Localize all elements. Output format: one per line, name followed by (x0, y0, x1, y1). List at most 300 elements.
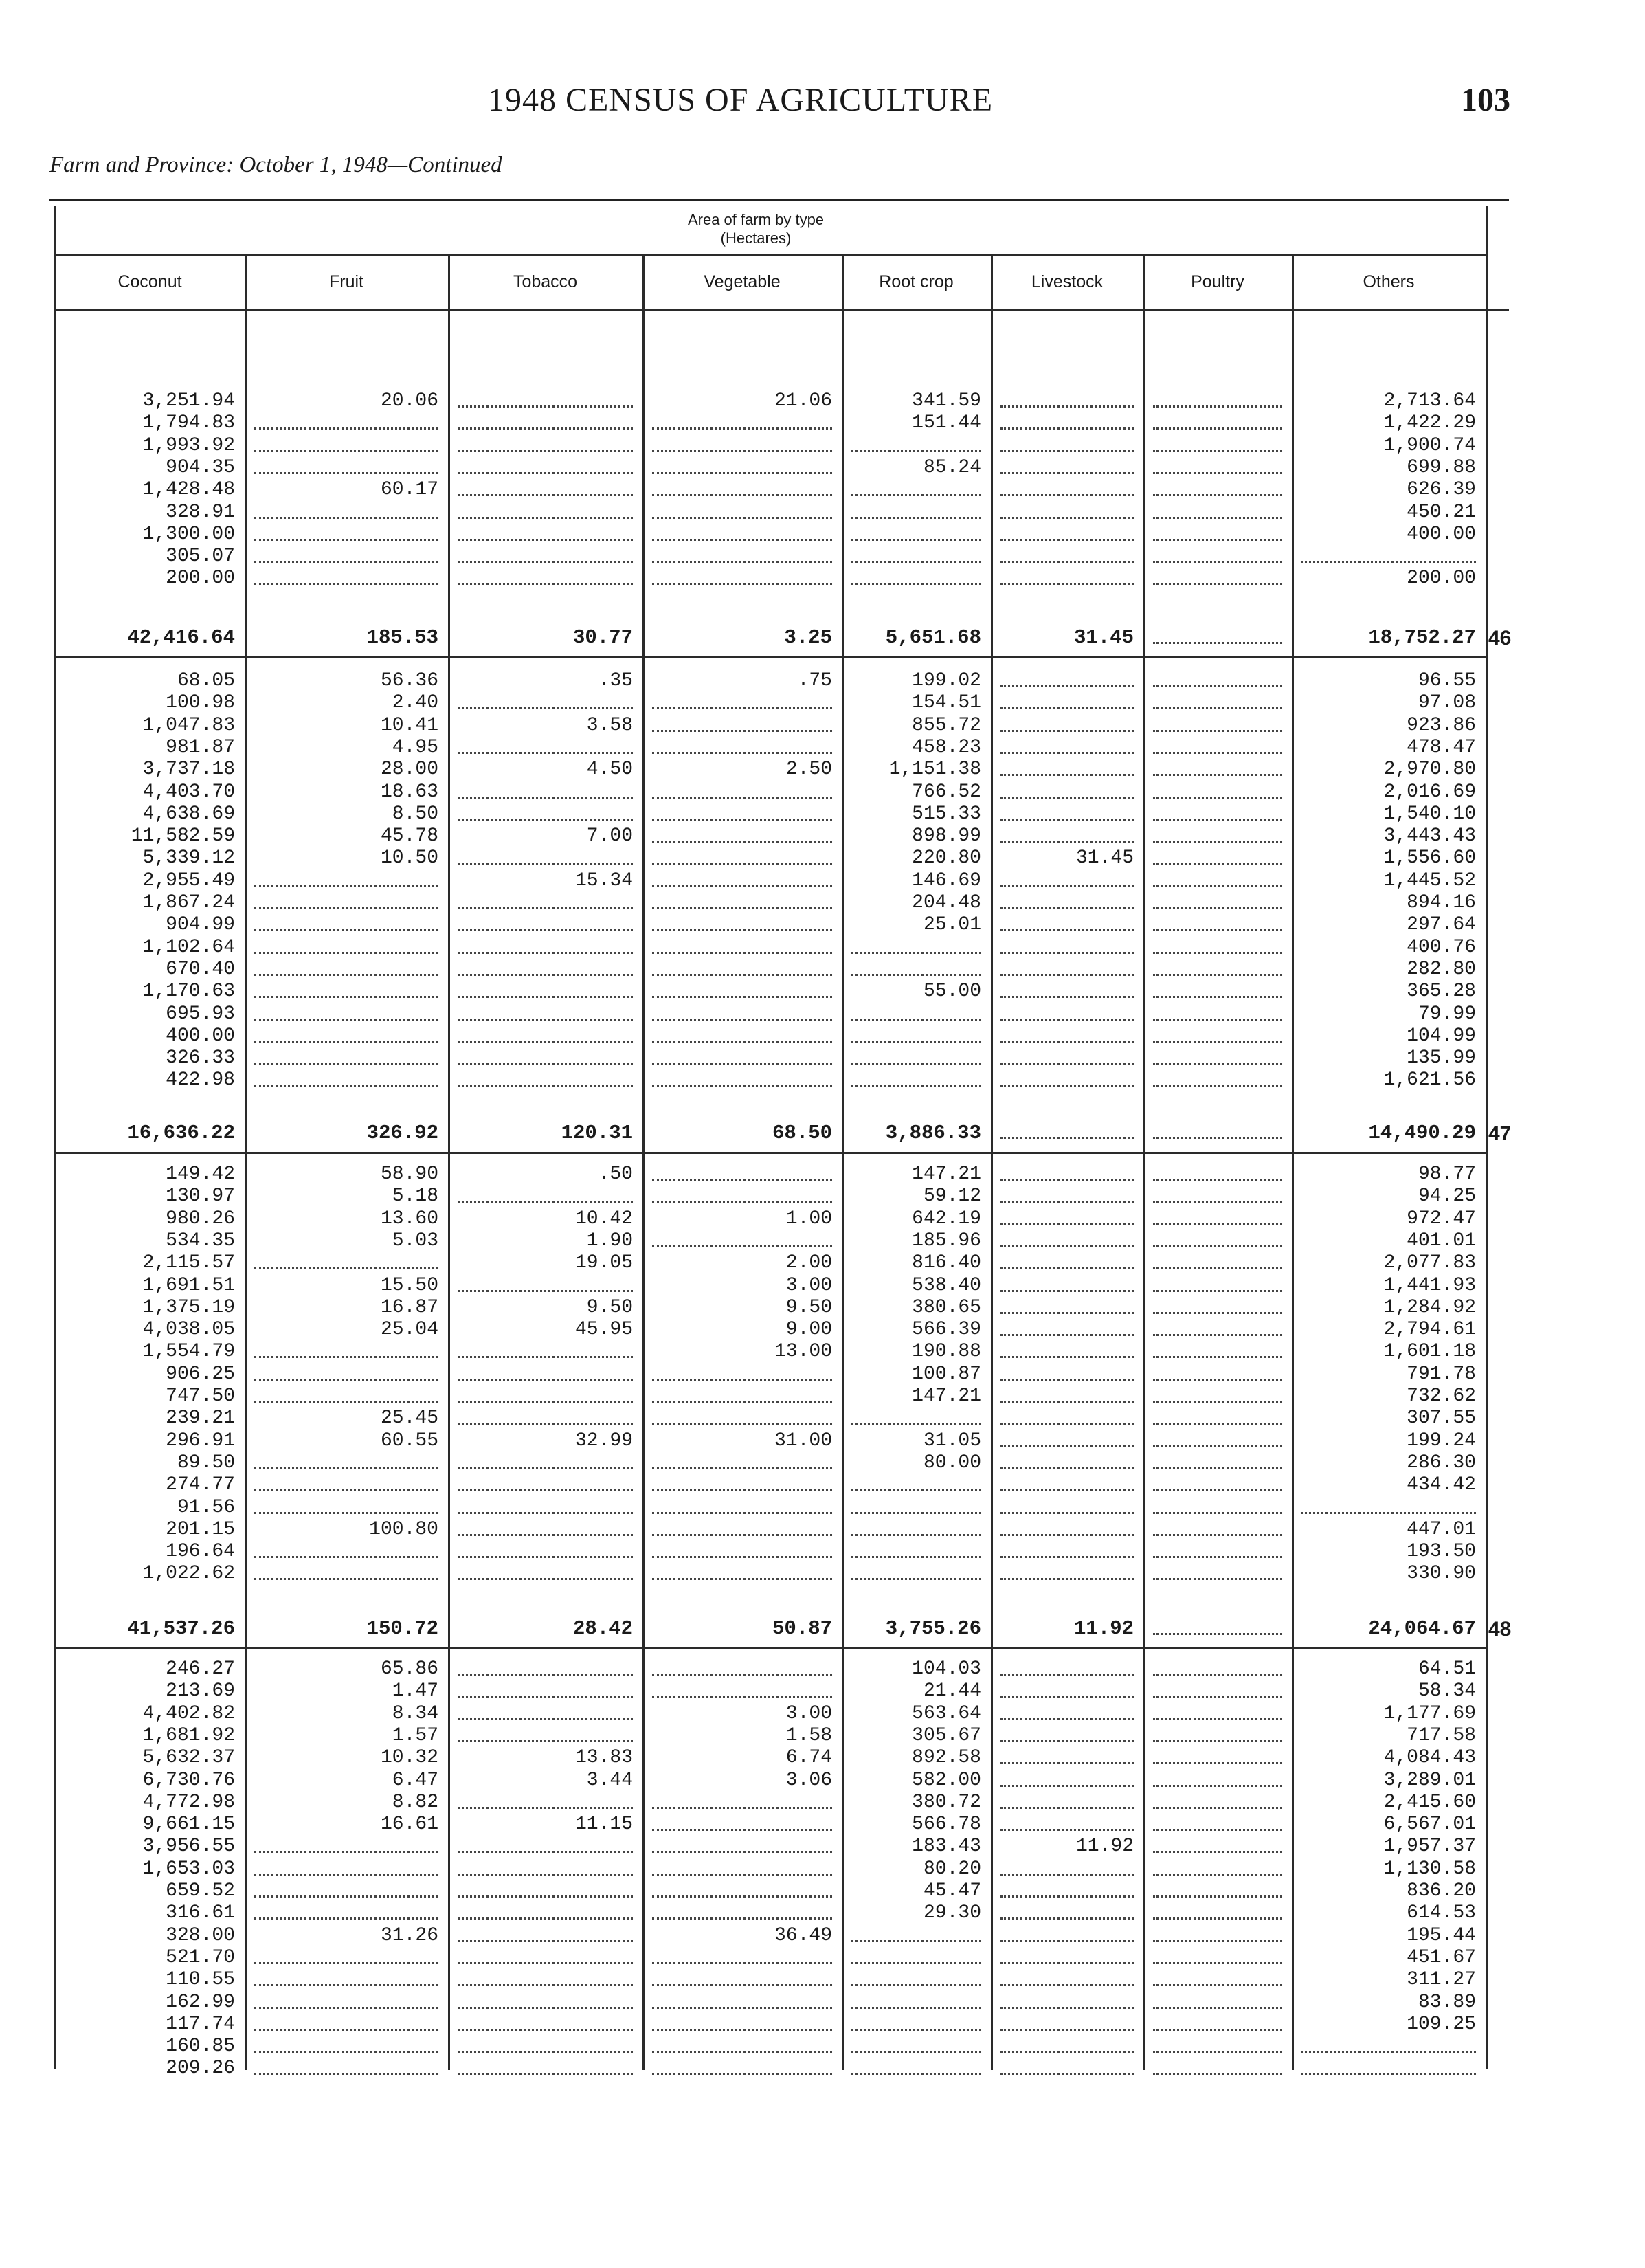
empty-cell-leader (1000, 517, 1134, 519)
empty-cell-leader (1000, 1740, 1134, 1742)
empty-cell-leader (1153, 1423, 1282, 1425)
table-cell: 59.12 (923, 1186, 981, 1208)
table-cell: 220.80 (912, 847, 981, 869)
table-cell: 1,428.48 (142, 479, 235, 501)
table-cell: 3.58 (586, 714, 633, 736)
empty-cell-leader (254, 517, 438, 519)
empty-cell-leader (1153, 1334, 1282, 1336)
table-cell: 109.25 (1407, 2013, 1476, 2035)
empty-cell-leader (1000, 1785, 1134, 1787)
table-cell: 1,867.24 (142, 892, 235, 913)
empty-cell-leader (458, 450, 633, 452)
total-cell: 11.92 (1073, 1617, 1134, 1640)
table-cell: 56.36 (380, 670, 438, 691)
empty-cell-leader (1000, 1467, 1134, 1469)
empty-cell-leader (458, 1356, 633, 1358)
table-cell: 6,567.01 (1383, 1814, 1476, 1836)
table-cell: .75 (797, 670, 832, 691)
table-cell: 1,540.10 (1383, 803, 1476, 825)
empty-cell-leader (851, 2051, 981, 2053)
table-cell: 31.00 (774, 1430, 832, 1452)
column-header: Coconut (118, 272, 182, 291)
table-cell: 1,653.03 (142, 1858, 235, 1880)
empty-cell-leader (458, 1807, 633, 1809)
empty-cell-leader (1153, 450, 1282, 452)
empty-cell-leader (652, 1807, 832, 1809)
table-cell: 447.01 (1407, 1518, 1476, 1540)
empty-cell-leader (1153, 2051, 1282, 2053)
empty-cell-leader (1000, 1223, 1134, 1225)
table-cell: 478.47 (1407, 736, 1476, 758)
table-cell: 117.74 (166, 2013, 235, 2035)
table-cell: 699.88 (1407, 456, 1476, 478)
empty-cell-leader (652, 1984, 832, 1986)
group-separator (55, 656, 1486, 658)
table-cell: 13.60 (380, 1208, 438, 1230)
empty-cell-leader (851, 1085, 981, 1087)
empty-cell-leader (458, 1290, 633, 1292)
table-cell: 1,130.58 (1383, 1858, 1476, 1880)
empty-cell-leader (1000, 1290, 1134, 1292)
empty-cell-leader (1153, 1245, 1282, 1247)
empty-total-leader (1000, 1137, 1134, 1139)
table-cell: 1.00 (785, 1208, 832, 1230)
table-cell: 2,016.69 (1383, 781, 1476, 803)
empty-cell-leader (458, 1578, 633, 1580)
empty-cell-leader (851, 494, 981, 496)
table-cell: 209.26 (166, 2058, 235, 2080)
empty-cell-leader (652, 1512, 832, 1514)
empty-cell-leader (1000, 561, 1134, 563)
empty-cell-leader (652, 841, 832, 843)
empty-cell-leader (1153, 1962, 1282, 1964)
empty-cell-leader (1000, 1556, 1134, 1558)
table-subtitle: Farm and Province: October 1, 1948—Continued (49, 153, 502, 177)
empty-cell-leader (1153, 1740, 1282, 1742)
empty-cell-leader (254, 1041, 438, 1043)
empty-total-leader (1153, 642, 1282, 644)
table-cell: 316.61 (166, 1902, 235, 1924)
empty-cell-leader (254, 974, 438, 976)
empty-cell-leader (458, 494, 633, 496)
empty-cell-leader (1000, 1063, 1134, 1065)
empty-cell-leader (1000, 907, 1134, 909)
empty-cell-leader (458, 1201, 633, 1203)
empty-cell-leader (1000, 1874, 1134, 1876)
empty-cell-leader (1000, 1829, 1134, 1831)
empty-cell-leader (1000, 1267, 1134, 1269)
empty-cell-leader (458, 1696, 633, 1698)
table-cell: 193.50 (1407, 1541, 1476, 1563)
empty-cell-leader (1000, 494, 1134, 496)
total-cell: 3,755.26 (885, 1617, 981, 1640)
empty-cell-leader (652, 1917, 832, 1920)
table-cell: 239.21 (166, 1408, 235, 1430)
empty-cell-leader (851, 952, 981, 954)
empty-cell-leader (1153, 1851, 1282, 1853)
table-cell: 450.21 (1407, 501, 1476, 523)
table-cell: 732.62 (1407, 1386, 1476, 1407)
table-cell: 5.18 (392, 1186, 438, 1208)
empty-cell-leader (652, 952, 832, 954)
empty-cell-leader (851, 517, 981, 519)
table-cell: 80.00 (923, 1452, 981, 1474)
table-cell: 816.40 (912, 1252, 981, 1274)
empty-cell-leader (254, 1379, 438, 1381)
empty-cell-leader (458, 1467, 633, 1469)
empty-cell-leader (1000, 752, 1134, 754)
table-cell: 3,737.18 (142, 759, 235, 781)
empty-cell-leader (1153, 494, 1282, 496)
empty-cell-leader (458, 1940, 633, 1942)
table-cell: 563.64 (912, 1702, 981, 1724)
table-cell: 10.50 (380, 847, 438, 869)
table-cell: 9.50 (586, 1296, 633, 1318)
table-cell: 626.39 (1407, 479, 1476, 501)
table-cell: 64.51 (1418, 1658, 1476, 1680)
empty-cell-leader (652, 974, 832, 976)
empty-cell-leader (1000, 1762, 1134, 1764)
total-cell: 5,651.68 (885, 626, 981, 649)
table-cell: 96.55 (1418, 670, 1476, 691)
table-left-border (54, 206, 56, 2069)
empty-cell-leader (652, 752, 832, 754)
empty-cell-leader (1301, 561, 1476, 563)
table-cell: 13.83 (574, 1747, 633, 1769)
empty-cell-leader (1153, 1041, 1282, 1043)
column-divider (642, 256, 645, 2070)
table-cell: 380.72 (912, 1791, 981, 1813)
empty-cell-leader (458, 1556, 633, 1558)
empty-cell-leader (1000, 1534, 1134, 1536)
table-cell: 8.34 (392, 1702, 438, 1724)
table-cell: 149.42 (166, 1164, 235, 1185)
empty-cell-leader (1153, 863, 1282, 865)
empty-cell-leader (652, 996, 832, 998)
empty-cell-leader (1000, 1423, 1134, 1425)
table-cell: 906.25 (166, 1363, 235, 1385)
table-cell: 200.00 (1407, 568, 1476, 590)
empty-cell-leader (1153, 996, 1282, 998)
table-cell: 25.45 (380, 1408, 438, 1430)
table-cell: 3.00 (785, 1274, 832, 1296)
table-cell: 365.28 (1407, 981, 1476, 1003)
table-cell: 1,300.00 (142, 523, 235, 545)
empty-cell-leader (1000, 1984, 1134, 1986)
empty-cell-leader (1153, 539, 1282, 541)
empty-cell-leader (458, 907, 633, 909)
table-cell: 110.55 (166, 1969, 235, 1991)
table-cell: 91.56 (177, 1496, 235, 1518)
empty-cell-leader (1000, 1578, 1134, 1580)
empty-cell-leader (1000, 1696, 1134, 1698)
table-cell: 766.52 (912, 781, 981, 803)
empty-cell-leader (1153, 1696, 1282, 1698)
empty-cell-leader (254, 583, 438, 585)
empty-cell-leader (254, 1356, 438, 1358)
table-cell: 1,900.74 (1383, 434, 1476, 456)
empty-cell-leader (652, 885, 832, 887)
table-cell: 11,582.59 (131, 825, 235, 847)
table-cell: 1,422.29 (1383, 412, 1476, 434)
table-cell: 2,713.64 (1383, 390, 1476, 412)
empty-cell-leader (1000, 774, 1134, 776)
empty-cell-leader (1153, 1762, 1282, 1764)
total-cell: 3.25 (784, 626, 832, 649)
column-divider (842, 256, 844, 2070)
table-cell: 31.05 (923, 1430, 981, 1452)
empty-cell-leader (1153, 2029, 1282, 2031)
total-cell: 16,636.22 (127, 1122, 235, 1144)
table-cell: 3.44 (586, 1769, 633, 1791)
table-cell: 1,102.64 (142, 936, 235, 958)
table-cell: 4.50 (586, 759, 633, 781)
table-cell: 1,047.83 (142, 714, 235, 736)
empty-cell-leader (1000, 1917, 1134, 1920)
empty-cell-leader (1301, 2073, 1476, 2075)
table-cell: 566.39 (912, 1319, 981, 1341)
empty-cell-leader (1000, 1489, 1134, 1491)
empty-cell-leader (254, 1085, 438, 1087)
empty-cell-leader (652, 707, 832, 709)
table-cell: 79.99 (1418, 1003, 1476, 1025)
table-cell: 894.16 (1407, 892, 1476, 913)
group-separator (55, 1647, 1486, 1649)
empty-cell-leader (1153, 1179, 1282, 1181)
empty-cell-leader (652, 583, 832, 585)
empty-cell-leader (1153, 1356, 1282, 1358)
table-cell: 538.40 (912, 1274, 981, 1296)
empty-cell-leader (458, 1512, 633, 1514)
group-number: 47 (1488, 1122, 1512, 1145)
empty-cell-leader (1000, 405, 1134, 408)
table-cell: 4,038.05 (142, 1319, 235, 1341)
total-cell: 30.77 (572, 626, 633, 649)
table-cell: 451.67 (1407, 1946, 1476, 1968)
table-cell: 4,403.70 (142, 781, 235, 803)
table-cell: 13.00 (774, 1341, 832, 1363)
table-cell: 8.82 (392, 1791, 438, 1813)
empty-cell-leader (254, 885, 438, 887)
table-cell: 400.76 (1407, 936, 1476, 958)
table-cell: 4,772.98 (142, 1791, 235, 1813)
empty-cell-leader (1000, 2007, 1134, 2009)
table-cell: 190.88 (912, 1341, 981, 1363)
empty-cell-leader (652, 1201, 832, 1203)
empty-cell-leader (1000, 996, 1134, 998)
empty-cell-leader (458, 1041, 633, 1043)
empty-cell-leader (1000, 1962, 1134, 1964)
table-cell: 19.05 (574, 1252, 633, 1274)
empty-cell-leader (1000, 1356, 1134, 1358)
table-cell: 2,415.60 (1383, 1791, 1476, 1813)
empty-cell-leader (652, 1401, 832, 1403)
table-cell: 97.08 (1418, 692, 1476, 714)
table-cell: 297.64 (1407, 914, 1476, 936)
empty-cell-leader (851, 1512, 981, 1514)
table-cell: 458.23 (912, 736, 981, 758)
empty-cell-leader (1000, 1940, 1134, 1942)
empty-cell-leader (458, 2007, 633, 2009)
empty-cell-leader (1153, 1085, 1282, 1087)
empty-cell-leader (458, 1718, 633, 1720)
table-cell: 2,077.83 (1383, 1252, 1476, 1274)
table-cell: 45.95 (574, 1319, 633, 1341)
empty-cell-leader (458, 2073, 633, 2075)
empty-cell-leader (458, 2051, 633, 2053)
empty-cell-leader (851, 1556, 981, 1558)
empty-cell-leader (1000, 974, 1134, 976)
table-cell: 972.47 (1407, 1208, 1476, 1230)
empty-cell-leader (458, 1063, 633, 1065)
table-cell: 1,445.52 (1383, 869, 1476, 891)
empty-cell-leader (254, 929, 438, 931)
empty-cell-leader (458, 707, 633, 709)
table-cell: 422.98 (166, 1069, 235, 1091)
table-cell: 28.00 (380, 759, 438, 781)
table-cell: 20.06 (380, 390, 438, 412)
empty-cell-leader (458, 561, 633, 563)
empty-cell-leader (851, 1019, 981, 1021)
table-cell: 305.67 (912, 1724, 981, 1746)
spanning-header (55, 210, 1457, 247)
empty-cell-leader (1153, 707, 1282, 709)
empty-cell-leader (1153, 1556, 1282, 1558)
empty-cell-leader (458, 1874, 633, 1876)
table-cell: 100.80 (369, 1518, 438, 1540)
table-cell: 10.41 (380, 714, 438, 736)
table-cell: 147.21 (912, 1386, 981, 1407)
table-cell: 274.77 (166, 1474, 235, 1496)
empty-cell-leader (851, 450, 981, 452)
empty-cell-leader (254, 539, 438, 541)
table-cell: 195.44 (1407, 1924, 1476, 1946)
table-cell: 1.57 (392, 1724, 438, 1746)
column-header: Vegetable (704, 272, 781, 291)
table-cell: 1,957.37 (1383, 1836, 1476, 1858)
empty-cell-leader (652, 1041, 832, 1043)
table-cell: 89.50 (177, 1452, 235, 1474)
header-rule-top (55, 254, 1486, 256)
empty-cell-leader (1153, 1512, 1282, 1514)
empty-cell-leader (652, 1245, 832, 1247)
column-divider (991, 256, 993, 2070)
table-cell: 60.17 (380, 479, 438, 501)
table-cell: 246.27 (166, 1658, 235, 1680)
empty-cell-leader (254, 996, 438, 998)
table-cell: 401.01 (1407, 1230, 1476, 1252)
table-cell: 100.98 (166, 692, 235, 714)
table-cell: 25.04 (380, 1319, 438, 1341)
empty-cell-leader (652, 1556, 832, 1558)
table-cell: 326.33 (166, 1047, 235, 1069)
table-cell: 196.64 (166, 1541, 235, 1563)
table-cell: 65.86 (380, 1658, 438, 1680)
table-cell: 282.80 (1407, 958, 1476, 980)
table-cell: 1,284.92 (1383, 1296, 1476, 1318)
table-cell: 31.26 (380, 1924, 438, 1946)
empty-cell-leader (1153, 885, 1282, 887)
empty-cell-leader (254, 952, 438, 954)
empty-cell-leader (458, 1379, 633, 1381)
table-cell: 9.50 (785, 1296, 832, 1318)
empty-cell-leader (652, 797, 832, 799)
empty-cell-leader (1153, 974, 1282, 976)
empty-cell-leader (1153, 952, 1282, 954)
total-cell: 68.50 (772, 1122, 832, 1144)
total-cell: 185.53 (366, 626, 438, 649)
table-cell: 695.93 (166, 1003, 235, 1025)
table-cell: 21.06 (774, 390, 832, 412)
table-cell: 717.58 (1407, 1724, 1476, 1746)
empty-cell-leader (652, 819, 832, 821)
table-cell: 6.74 (785, 1747, 832, 1769)
table-cell: 6.47 (392, 1769, 438, 1791)
table-cell: 2.00 (785, 1252, 832, 1274)
empty-cell-leader (1153, 774, 1282, 776)
table-cell: 151.44 (912, 412, 981, 434)
empty-cell-leader (1153, 1467, 1282, 1469)
table-cell: 747.50 (166, 1386, 235, 1407)
page-number: 103 (1461, 82, 1510, 118)
total-cell: 14,490.29 (1368, 1122, 1476, 1144)
table-cell: 3,443.43 (1383, 825, 1476, 847)
table-cell: 31.45 (1075, 847, 1134, 869)
table-cell: 5,632.37 (142, 1747, 235, 1769)
table-cell: 135.99 (1407, 1047, 1476, 1069)
empty-cell-leader (652, 1019, 832, 1021)
table-cell: 659.52 (166, 1880, 235, 1902)
table-cell: 55.00 (923, 981, 981, 1003)
total-cell: 41,537.26 (127, 1617, 235, 1640)
table-cell: 904.35 (166, 456, 235, 478)
table-cell: 3,251.94 (142, 390, 235, 412)
empty-cell-leader (851, 1578, 981, 1580)
empty-cell-leader (254, 1962, 438, 1964)
empty-cell-leader (1000, 2029, 1134, 2031)
empty-cell-leader (458, 1984, 633, 1986)
page-title: 1948 CENSUS OF AGRICULTURE (488, 82, 994, 118)
empty-total-leader (1153, 1633, 1282, 1635)
empty-cell-leader (1301, 1512, 1476, 1514)
empty-cell-leader (652, 450, 832, 452)
empty-cell-leader (652, 1696, 832, 1698)
spanning-header-line-2: (Hectares) (720, 230, 792, 247)
empty-cell-leader (851, 1534, 981, 1536)
table-cell: 923.86 (1407, 714, 1476, 736)
empty-cell-leader (851, 583, 981, 585)
empty-cell-leader (1153, 2073, 1282, 2075)
empty-cell-leader (458, 974, 633, 976)
empty-cell-leader (1153, 427, 1282, 430)
table-cell: 4,084.43 (1383, 1747, 1476, 1769)
empty-cell-leader (458, 1851, 633, 1853)
table-cell: 2,115.57 (142, 1252, 235, 1274)
empty-cell-leader (1153, 1063, 1282, 1065)
empty-cell-leader (458, 1489, 633, 1491)
empty-cell-leader (652, 1179, 832, 1181)
empty-cell-leader (254, 1267, 438, 1269)
column-divider (448, 256, 450, 2070)
table-cell: 9.00 (785, 1319, 832, 1341)
empty-cell-leader (254, 2007, 438, 2009)
empty-cell-leader (458, 583, 633, 585)
empty-cell-leader (1153, 1401, 1282, 1403)
table-cell: 32.99 (574, 1430, 633, 1452)
table-cell: 892.58 (912, 1747, 981, 1769)
empty-cell-leader (458, 863, 633, 865)
empty-cell-leader (254, 427, 438, 430)
